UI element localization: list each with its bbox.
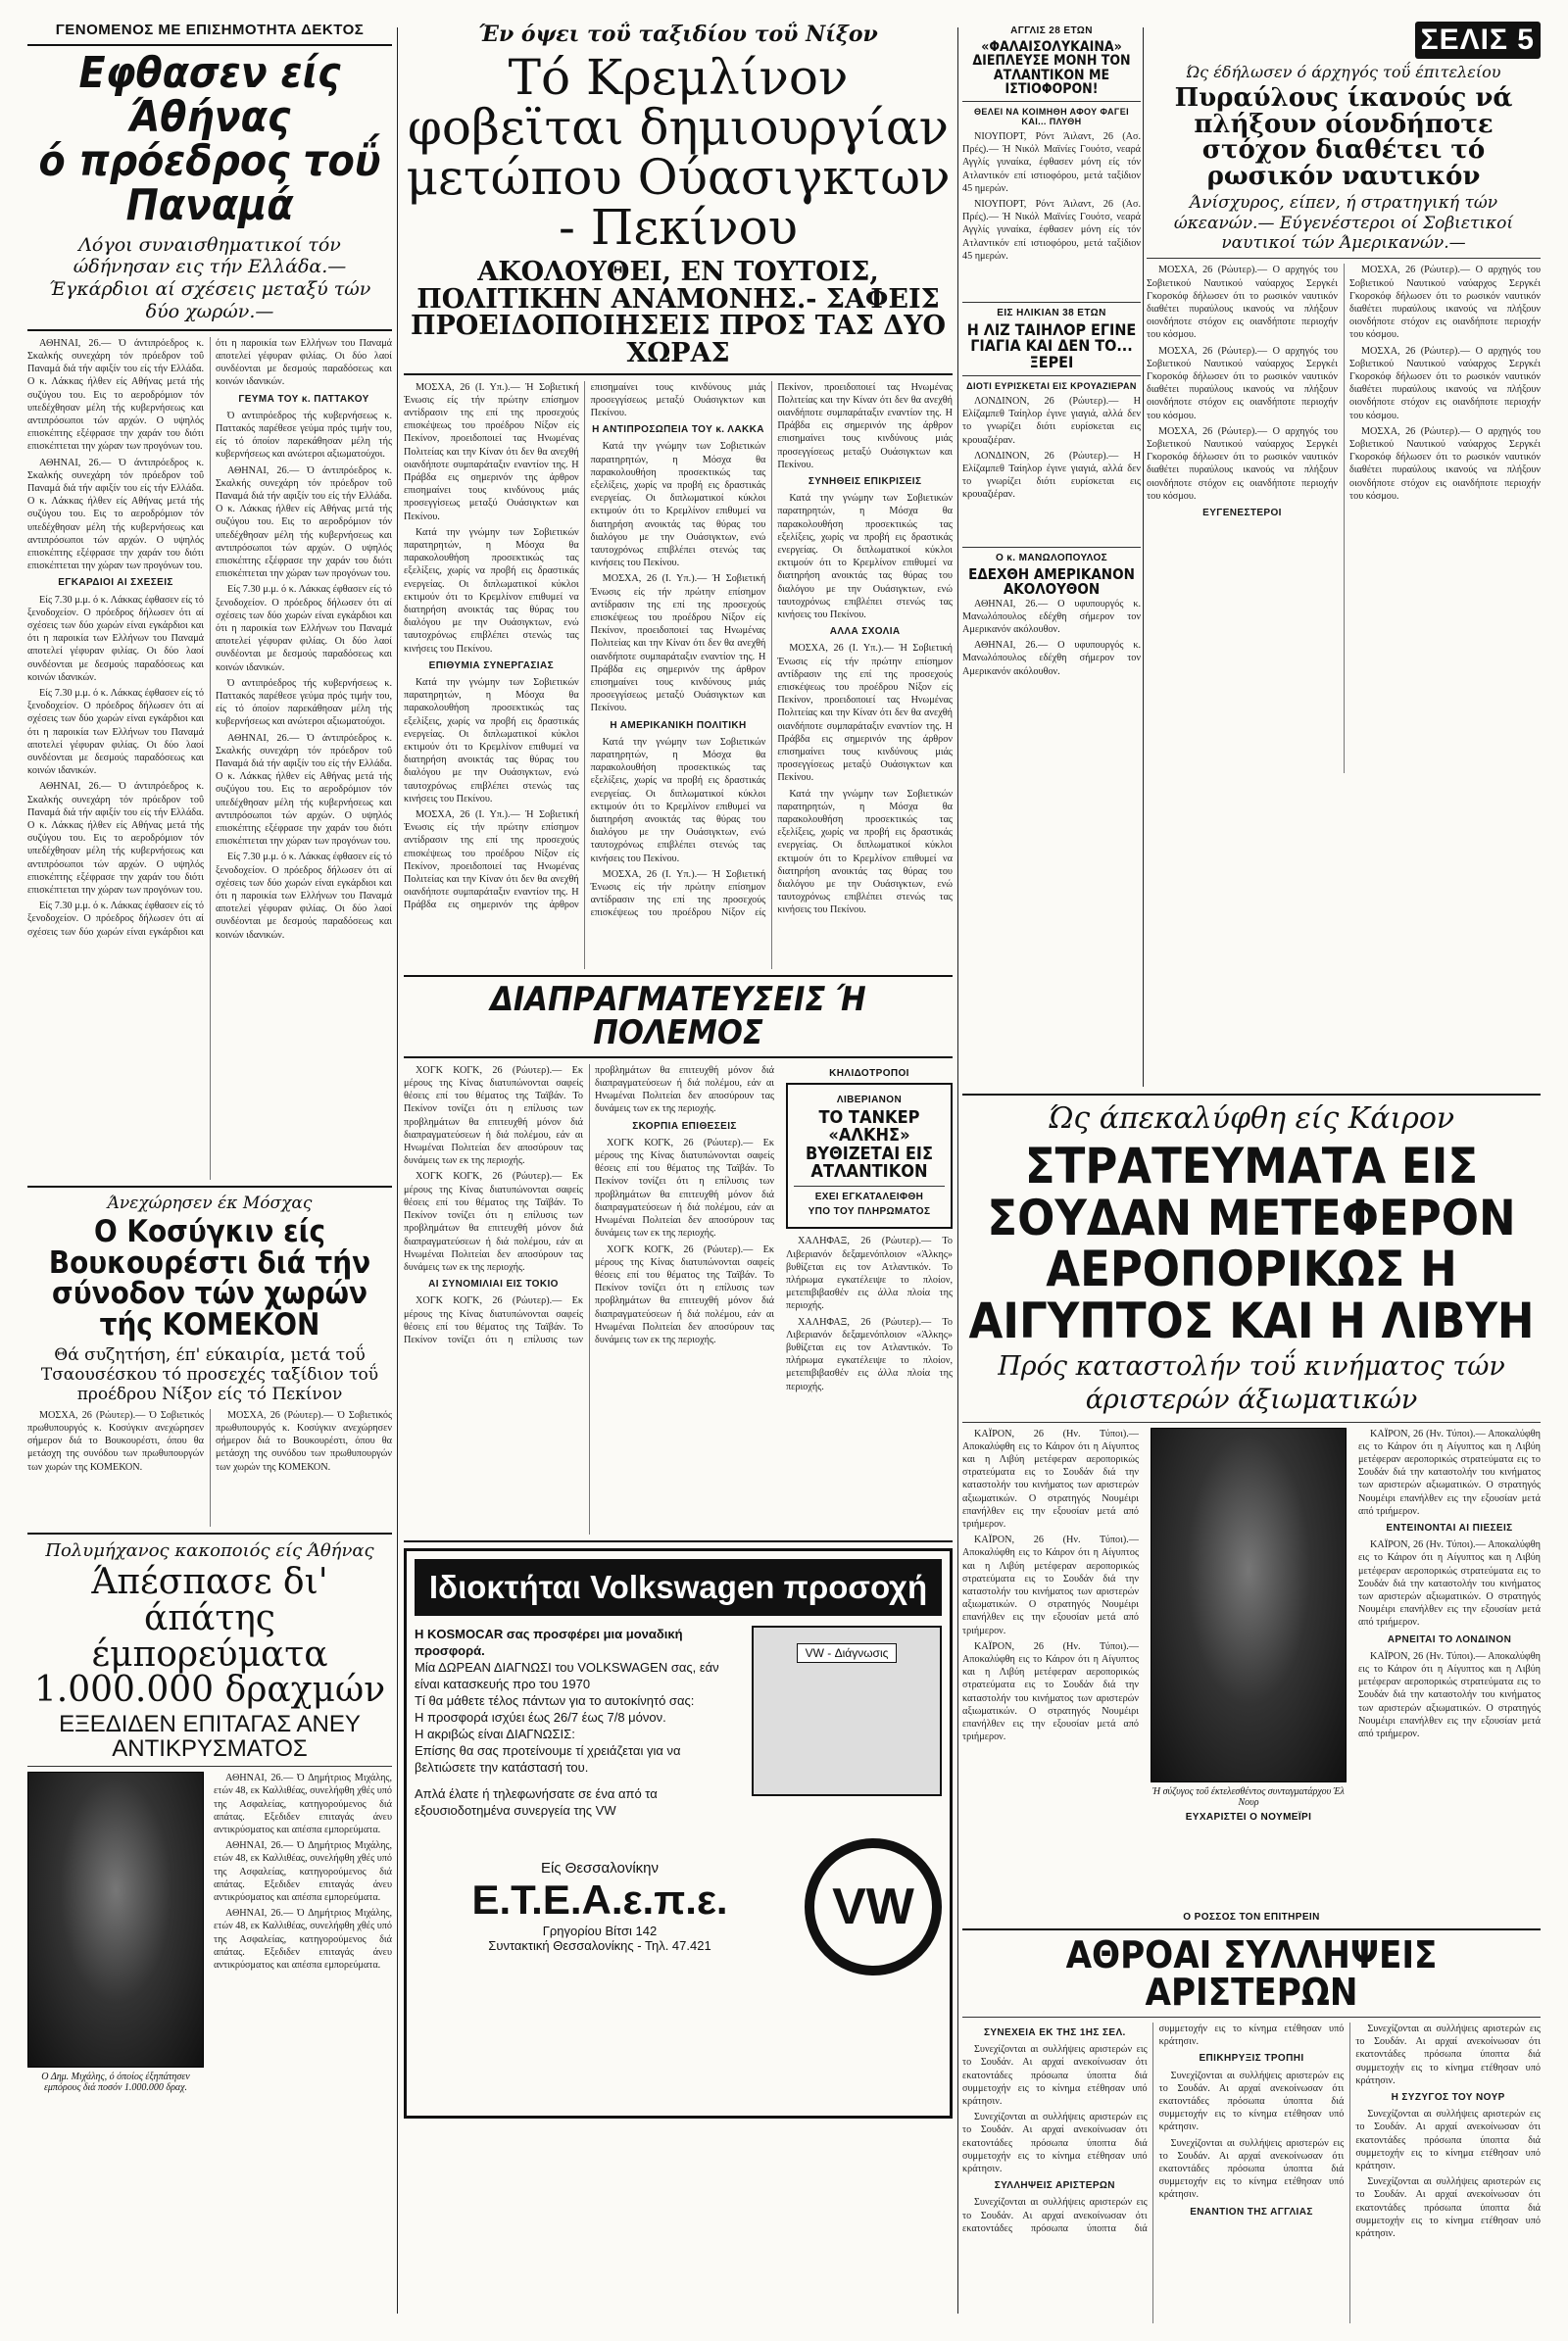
article-body: ΧΟΓΚ ΚΟΓΚ, 26 (Ρώυτερ).— Εκ μέρους της Κίνας διατυπώνονται σαφείς θέσεις επί του θέματος της Ταϊβάν. Το Πεκίνον τονίζει ότι η επίλυσις των προβλημάτων θα επιτευχθή μόνον διά διαπραγματεύσεων ή διά πολέμου, εάν αι Ηνωμέναι Πολιτείαι δεν αποσύρουν τας δυνάμεις των εκ της περιοχής. ΧΟΓΚ ΚΟΓΚ, 26 (Ρώυτερ).— Εκ μέρους της Κίνας διατυπώνονται σαφείς θέσεις επί του θέματος της Ταϊβάν. Το Πεκίνον τονίζει ότι η επίλυσις των προβλημάτων θα επιτευχθή μόνον διά διαπραγματεύσεων ή διά πολέμου, εάν αι Ηνωμέναι Πολιτείαι δεν αποσύρουν τας δυνάμεις των εκ της περιοχής. ΑΙ ΣΥΝΟΜΙΛΙΑΙ ΕΙΣ ΤΟΚΙΟ ΧΟΓΚ ΚΟΓΚ, 26 (Ρώυτερ).— Εκ μέρους της Κίνας διατυπώνονται σαφείς θέσεις επί του θέματος της Ταϊβάν. Το Πεκίνον τονίζει ότι η επίλυσις των προβλημάτων θα επιτευχθή μόνον διά διαπραγματεύσεων ή διά πολέμου, εάν αι Ηνωμέναι Πολιτείαι δεν αποσύρουν τας δυνάμεις των εκ της περιοχής. ΣΚΟΡΠΙΑ ΕΠΙΘΕΣΕΙΣ ΧΟΓΚ ΚΟΓΚ, 26 (Ρώυτερ).— Εκ μέρους της Κίνας διατυπώνονται σαφείς θέσεις επί του θέματος της Ταϊβάν. Το Πεκίνον τονίζει ότι η επίλυσις των προβλημάτων θα επιτευχθή μόνον διά διαπραγματεύσεων ή διά πολέμου, εάν αι Ηνωμέναι Πολιτείαι δεν αποσύρουν τας δυνάμεις των εκ της περιοχής. ΧΟΓΚ ΚΟΓΚ, 26 (Ρώυτερ).— Εκ μέρους της Κίνας διατυπώνονται σαφείς θέσεις επί του θέματος της Ταϊβάν. Το Πεκίνον τονίζει ότι η επίλυσις των προβλημάτων θα επιτευχθή μόνον διά διαπραγματεύσεων ή διά πολέμου, εάν αι Ηνωμέναι Πολιτείαι δεν αποσύρουν τας δυνάμεις των εκ της περιοχής. [404, 1064, 774, 1345]
headline: Η ΛΙΖ ΤΑΙΗΛΟΡ ΕΓΙΝΕ ΓΙΑΓΙΑ ΚΑΙ ΔΕΝ ΤΟ... ΞΕΡΕΙ [966, 320, 1137, 371]
subheadline: Πρός καταστολήν τοΰ κινήματος τών άριστερών άξιωματικών [998, 1351, 1505, 1415]
kicker: ΕΙΣ ΗΛΙΚΙΑΝ 38 ΕΤΩΝ [997, 308, 1106, 319]
article-body: ΑΘΗΝΑΙ, 26.— Ο υφυπουργός κ. Μανωλόπουλος εδέχθη σήμερον τον Αμερικανόν ακόλουθον. ΑΘΗΝΑΙ, 26.— Ο υφυπουργός κ. Μανωλόπουλος εδέχθη σήμερον τον Αμερικανόν ακόλουθον. [962, 598, 1141, 677]
subheadline: ΔΙΟΤΙ ΕΥΡΙΣΚΕΤΑΙ ΕΙΣ ΚΡΟΥΑΖΙΕΡΑΝ [966, 381, 1137, 391]
headline: Πυραύλους ίκανούς νά πλήξουν οίονδήποτε στόχον διαθέτει τό ρωσικόν ναυτικόν [1174, 83, 1513, 191]
headline: Εφθασεν είς Άθήνας [78, 48, 341, 142]
article-body: ΑΘΗΝΑΙ, 26.— Ό Δημήτριος Μιχάλης, ετών 48, εκ Καλλιθέας, συνελήφθη χθές υπό της Ασφαλείας, κατηγορούμενος διά απάτας. Εξεδιδεν επιταγάς άνευ αντικρύσματος και απέσπα εμπορεύματα. ΑΘΗΝΑΙ, 26.— Ό Δημήτριος Μιχάλης, ετών 48, εκ Καλλιθέας, συνελήφθη χθές υπό της Ασφαλείας, κατηγορούμενος διά απάτας. Εξεδιδεν επιταγάς άνευ αντικρύσματος και απέσπα εμπορεύματα. ΑΘΗΝΑΙ, 26.— Ό Δημήτριος Μιχάλης, ετών 48, εκ Καλλιθέας, συνελήφθη χθές υπό της Ασφαλείας, κατηγορούμενος διά απάτας. Εξεδιδεν επιταγάς άνευ αντικρύσματος και απέσπα εμπορεύματα. [214, 1773, 392, 1971]
headline: Άπέσπασε δι' άπάτης έμπορεύματα 1.000.000 δραχμών [33, 1562, 386, 1711]
headline: ΤΟ ΤΑΝΚΕΡ «ΑΛΚΗΣ» ΒΥΘΙΖΕΤΑΙ ΕΙΣ ΑΤΛΑΝΤΙΚΟΝ [805, 1106, 934, 1182]
headline: ό πρόεδρος τοΰ Παναμά [38, 135, 381, 230]
page-label: ΣΕΛΙΣ 5 [1415, 22, 1541, 59]
subheadline: Θά συζητήση, έπ' εύκαιρία, μετά τοΰ Τσαουσέσκου τό προσεχές ταξίδιον τοΰ προέδρου Νίξον είς τό Πεκίνον [40, 1344, 379, 1405]
headline: «ΦΑΛΑΙΣΟΛΥΚΑΙΝΑ» ΔΙΕΠΛΕΥΣΕ ΜΟΝΗ ΤΟΝ ΑΤΛΑΝΤΙΚΟΝ ΜΕ ΙΣΤΙΟΦΟΡΟΝ! [972, 39, 1131, 97]
ad-copy: Η KOSMOCAR σας προσφέρει μια μοναδική προσφορά. Μία ΔΩΡΕΑΝ ΔΙΑΓΝΩΣΙ του VOLKSWAGEN σας, εάν είναι κατασκευής προ του 1970 Τί θα μάθετε τέλος πάντων για το αυτοκίνητό σας: Η προσφορά ισχύει έως 26/7 έως 7/8 μόνον. Η ακριβώς είναι ΔΙΑΓΝΩΣΙΣ: Επίσης θα σας προτείνουμε τί χρειάζεται για να βελτιώσετε την κατάστασή του. Απλά έλατε ή τηλεφωνήσατε σε ένα από τα εξουσιοδοτημένα συνεργεία της VW [415, 1626, 719, 1818]
article-body: ΛΟΝΔΙΝΟΝ, 26 (Ρώυτερ).— Η Ελίζαμπεθ Ταίηλορ έγινε γιαγιά, αλλά δεν το γνωρίζει διότι ευρίσκεται εις κρουαζιέραν. ΛΟΝΔΙΝΟΝ, 26 (Ρώυτερ).— Η Ελίζαμπεθ Ταίηλορ έγινε γιαγιά, αλλά δεν το γνωρίζει διότι ευρίσκεται εις κρουαζιέραν. [962, 396, 1141, 501]
sudan-story: Ώς άπεκαλύφθη είς Κάιρον ΣΤΡΑΤΕΥΜΑΤΑ ΕΙΣ ΣΟΥΔΑΝ ΜΕΤΕΦΕΡΟΝ ΑΕΡΟΠΟΡΙΚΩΣ Η ΑΙΓΥΠΤΟΣ ΚΑΙ Η ΛΙΒΥΗ Πρός καταστολήν τοΰ κινήματος τών άριστερών άξιωματικών ΚΑΪΡΟΝ, 26 (Ην. Τύποι).— Αποκαλύφθη εις το Κάιρον ότι η Αίγυπτος και η Λιβύη μετέφεραν αεροπορικώς στρατεύματα εις το Σουδάν διά την καταστολήν του κινήματος των αριστερών αξιωματικών. Ο στρατηγός Νουμέιρι επανήλθεν εις την εξουσίαν μετά από τριήμερον. ΚΑΪΡΟΝ, 26 (Ην. Τύποι).— Αποκαλύφθη εις το Κάιρον ότι η Αίγυπτος και η Λιβύη μετέφεραν αεροπορικώς στρατεύματα εις το Σουδάν διά την καταστολήν του κινήματος των αριστερών αξιωματικών. Ο στρατηγός Νουμέιρι επανήλθεν εις την εξουσίαν μετά από τριήμερον. ΚΑΪΡΟΝ, 26 (Ην. Τύποι).— Αποκαλύφθη εις το Κάιρον ότι η Αίγυπτος και η Λιβύη μετέφεραν αεροπορικώς στρατεύματα εις το Σουδάν διά την καταστολήν του κινήματος των αριστερών αξιωματικών. Ο στρατηγός Νουμέιρι επανήλθεν εις την εξουσίαν μετά από τριήμερον. Ή σύζυγος τοΰ έκτελεσθέντος συνταγματάρχου Έλ Νουρ ΕΥΧΑΡΙΣΤΕΙ Ο ΝΟΥΜΕΪΡΙ ΚΑΪΡΟΝ, 26 (Ην. Τύποι).— Αποκαλύφθη εις το Κάιρον ότι η Αίγυπτος και η Λιβύη μετέφεραν αεροπορικώς στρατεύματα εις το Σουδάν διά την καταστολήν του κινήματος των αριστερών αξιωματικών. Ο στρατηγός Νουμέιρι επανήλθεν εις την εξουσίαν μετά από τριήμερον. ΕΝΤΕΙΝΟΝΤΑΙ ΑΙ ΠΙΕΣΕΙΣ ΚΑΪΡΟΝ, 26 (Ην. Τύποι).— Αποκαλύφθη εις το Κάιρον ότι η Αίγυπτος και η Λιβύη μετέφεραν αεροπορικώς στρατεύματα εις το Σουδάν διά την καταστολήν του κινήματος των αριστερών αξιωματικών. Ο στρατηγός Νουμέιρι επανήλθεν εις την εξουσίαν μετά από τριήμερον. ΑΡΝΕΙΤΑΙ ΤΟ ΛΟΝΔΙΝΟΝ ΚΑΪΡΟΝ, 26 (Ην. Τύποι).— Αποκαλύφθη εις το Κάιρον ότι η Αίγυπτος και η Λιβύη μετέφεραν αεροπορικώς στρατεύματα εις το Σουδάν διά την καταστολήν του κινήματος των αριστερών αξιωματικών. Ο στρατηγός Νουμέιρι επανήλθεν εις την εξουσίαν μετά από τριήμερον. Ο ΡΟΣΣΟΣ ΤΟΝ ΕΠΙΤΗΡΕΙΝ ΑΘΡΟΑΙ ΣΥΛΛΗΨΕΙΣ ΑΡΙΣΤΕΡΩΝ ΣΥΝΕΧΕΙΑ ΕΚ ΤΗΣ 1ΗΣ ΣΕΛ. Συνεχίζονται αι συλλήψεις αριστερών εις το Σουδάν. Αι αρχαί ανεκοίνωσαν ότι εκατοντάδες πρόσωπα ύποπτα διά συμμετοχήν εις το κίνημα ετέθησαν υπό κράτησιν. Συνεχίζονται αι συλλήψεις αριστερών εις το Σουδάν. Αι αρχαί ανεκοίνωσαν ότι εκατοντάδες πρόσωπα ύποπτα διά συμμετοχήν εις το κίνημα ετέθησαν υπό κράτησιν. ΣΥΛΛΗΨΕΙΣ ΑΡΙΣΤΕΡΩΝ Συνεχίζονται αι συλλήψεις αριστερών εις το Σουδάν. Αι αρχαί ανεκοίνωσαν ότι εκατοντάδες πρόσωπα ύποπτα διά συμμετοχήν εις το κίνημα ετέθησαν υπό κράτησιν. ΕΠΙΚΗΡΥΞΙΣ ΤΡΟΠΗΙ Συνεχίζονται αι συλλήψεις αριστερών εις το Σουδάν. Αι αρχαί ανεκοίνωσαν ότι εκατοντάδες πρόσωπα ύποπτα διά συμμετοχήν εις το κίνημα ετέθησαν υπό κράτησιν. Συνεχίζονται αι συλλήψεις αριστερών εις το Σουδάν. Αι αρχαί ανεκοίνωσαν ότι εκατοντάδες πρόσωπα ύποπτα διά συμμετοχήν εις το κίνημα ετέθησαν υπό κράτησιν. ΕΝΑΝΤΙΟΝ ΤΗΣ ΑΓΓΛΙΑΣ Συνεχίζονται αι συλλήψεις αριστερών εις το Σουδάν. Αι αρχαί ανεκοίνωσαν ότι εκατοντάδες πρόσωπα ύποπτα διά συμμετοχήν εις το κίνημα ετέθησαν υπό κράτησιν. Η ΣΥΖΥΓΟΣ ΤΟΥ ΝΟΥΡ Συνεχίζονται αι συλλήψεις αριστερών εις το Σουδάν. Αι αρχαί ανεκοίνωσαν ότι εκατοντάδες πρόσωπα ύποπτα διά συμμετοχήν εις το κίνημα ετέθησαν υπό κράτησιν. Συνεχίζονται αι συλλήψεις αριστερών εις το Σουδάν. Αι αρχαί ανεκοίνωσαν ότι εκατοντάδες πρόσωπα ύποπτα διά συμμετοχήν εις το κίνημα ετέθησαν υπό κράτησιν. [962, 1088, 1541, 2323]
article-body: ΚΑΪΡΟΝ, 26 (Ην. Τύποι).— Αποκαλύφθη εις το Κάιρον ότι η Αίγυπτος και η Λιβύη μετέφεραν αεροπορικώς στρατεύματα εις το Σουδάν διά την καταστολήν του κινήματος των αριστερών αξιωματικών. Ο στρατηγός Νουμέιρι επανήλθεν εις την εξουσίαν μετά από τριήμερον. ΕΝΤΕΙΝΟΝΤΑΙ ΑΙ ΠΙΕΣΕΙΣ ΚΑΪΡΟΝ, 26 (Ην. Τύποι).— Αποκαλύφθη εις το Κάιρον ότι η Αίγυπτος και η Λιβύη μετέφεραν αεροπορικώς στρατεύματα εις το Σουδάν διά την καταστολήν του κινήματος των αριστερών αξιωματικών. Ο στρατηγός Νουμέιρι επανήλθεν εις την εξουσίαν μετά από τριήμερον. ΑΡΝΕΙΤΑΙ ΤΟ ΛΟΝΔΙΝΟΝ ΚΑΪΡΟΝ, 26 (Ην. Τύποι).— Αποκαλύφθη εις το Κάιρον ότι η Αίγυπτος και η Λιβύη μετέφεραν αεροπορικώς στρατεύματα εις το Σουδάν διά την καταστολήν του κινήματος των αριστερών αξιωματικών. Ο στρατηγός Νουμέιρι επανήλθεν εις την εξουσίαν μετά από τριήμερον. [1358, 1428, 1541, 1739]
photo-caption: Ή σύζυγος τοΰ έκτελεσθέντος συνταγματάρχου Έλ Νουρ [1152, 1785, 1345, 1808]
article-body: ΜΟΣΧΑ, 26 (Ρώυτερ).— Ό Σοβιετικός πρωθυπουργός κ. Κοσύγκιν ανεχώρησεν σήμερον διά το Βουκουρέστι, όπου θα μετάσχη της συνόδου των πρωθυπουργών των χωρών της ΚΟΜΕΚΟΝ. ΜΟΣΧΑ, 26 (Ρώυτερ).— Ό Σοβιετικός πρωθυπουργός κ. Κοσύγκιν ανεχώρησεν σήμερον διά το Βουκουρέστι, όπου θα μετάσχη της συνόδου των πρωθυπουργών των χωρών της ΚΟΜΕΚΟΝ. [27, 1409, 392, 1473]
headline: ΕΞΕΔΙΔΕΝ ΕΠΙΤΑΓΑΣ ΑΝΕΥ ΑΝΤΙΚΡΥΣΜΑΤΟΣ [59, 1711, 361, 1762]
photo-block: Ή σύζυγος τοΰ έκτελεσθέντος συνταγματάρχου Έλ Νουρ ΕΥΧΑΡΙΣΤΕΙ Ο ΝΟΥΜΕΪΡΙ [1151, 1428, 1347, 1908]
photo-suspect [27, 1772, 204, 2068]
kicker: ΑΓΓΛΙΣ 28 ΕΤΩΝ [1010, 25, 1093, 36]
kicker: Ώς έδήλωσεν ό άρχηγός τοΰ έπιτελείου [1186, 63, 1501, 81]
column-rule [397, 27, 398, 2314]
vw-advertisement [404, 1548, 953, 2119]
headline: ΕΔΕΧΘΗ ΑΜΕΡΙΚΑΝΟΝ ΑΚΟΛΟΥΘΟΝ [968, 565, 1135, 599]
headline: Ο Κοσύγκιν είς Βουκουρέστι διά τήν σύνοδον τών χωρών τής ΚΟΜΕΚΟΝ [48, 1214, 371, 1342]
ad-banner: Ιδιοκτήται Volkswagen προσοχή [415, 1559, 942, 1616]
kicker: Έν όψει τοΰ ταξιδίου τοΰ Νίξον [478, 22, 878, 47]
article-body: ΚΑΪΡΟΝ, 26 (Ην. Τύποι).— Αποκαλύφθη εις το Κάιρον ότι η Αίγυπτος και η Λιβύη μετέφεραν αεροπορικώς στρατεύματα εις το Σουδάν διά την καταστολήν του κινήματος των αριστερών αξιωματικών. Ο στρατηγός Νουμέιρι επανήλθεν εις την εξουσίαν μετά από τριήμερον. ΚΑΪΡΟΝ, 26 (Ην. Τύποι).— Αποκαλύφθη εις το Κάιρον ότι η Αίγυπτος και η Λιβύη μετέφεραν αεροπορικώς στρατεύματα εις το Σουδάν διά την καταστολήν του κινήματος των αριστερών αξιωματικών. Ο στρατηγός Νουμέιρι επανήλθεν εις την εξουσίαν μετά από τριήμερον. ΚΑΪΡΟΝ, 26 (Ην. Τύποι).— Αποκαλύφθη εις το Κάιρον ότι η Αίγυπτος και η Λιβύη μετέφεραν αεροπορικώς στρατεύματα εις το Σουδάν διά την καταστολήν του κινήματος των αριστερών αξιωματικών. Ο στρατηγός Νουμέιρι επανήλθεν εις την εξουσίαν μετά από τριήμερον. [962, 1428, 1139, 1743]
subheadline: ΘΕΛΕΙ ΝΑ ΚΟΙΜΗΘΗ ΑΦΟΥ ΦΑΓΕΙ ΚΑΙ... ΠΛΥΘΗ [973, 107, 1130, 127]
column-kremlin [404, 22, 953, 2323]
article-body: ΑΘΗΝΑΙ, 26.— Ό άντιπρόεδρος κ. Σκαλκής συνεχάρη τόν πρόεδρον τοΰ Παναμά διά τήν αφιξίν του είς τήν Ελλάδα. Ο κ. Λάκκας ήλθεν είς Αθήνας μετά τής συζύγου του. Εις το αεροδρόμιον τόν υπεδέχθησαν μέλη τής κυβερνήσεως και αντιπρόσωποι τών αρχών. Ο υψηλός επισκέπτης εξέφρασε την χαράν του διότι επισκέπτεται την χώραν των προγόνων του. ΑΘΗΝΑΙ, 26.— Ό άντιπρόεδρος κ. Σκαλκής συνεχάρη τόν πρόεδρον τοΰ Παναμά διά τήν αφιξίν του είς τήν Ελλάδα. Ο κ. Λάκκας ήλθεν είς Αθήνας μετά τής συζύγου του. Εις το αεροδρόμιον τόν υπεδέχθησαν μέλη τής κυβερνήσεως και αντιπρόσωποι τών αρχών. Ο υψηλός επισκέπτης εξέφρασε την χαράν του διότι επισκέπτεται την χώραν των προγόνων του. ΕΓΚΑΡΔΙΟΙ ΑΙ ΣΧΕΣΕΙΣ Είς 7.30 μ.μ. ό κ. Λάκκας έφθασεν είς τό ξενοδοχείον. Ο πρόεδρος δήλωσεν ότι αί σχέσεις των δύο χωρών είναι εγκάρδιοι και ότι η παροικία των Ελλήνων του Παναμά αποτελεί γέφυραν φιλίας. Οι δύο λαοί συνδέονται με δεσμούς παραδόσεως και κοινών ιδανικών. Είς 7.30 μ.μ. ό κ. Λάκκας έφθασεν είς τό ξενοδοχείον. Ο πρόεδρος δήλωσεν ότι αί σχέσεις των δύο χωρών είναι εγκάρδιοι και ότι η παροικία των Ελλήνων του Παναμά αποτελεί γέφυραν φιλίας. Οι δύο λαοί συνδέονται με δεσμούς παραδόσεως και κοινών ιδανικών. ΑΘΗΝΑΙ, 26.— Ό άντιπρόεδρος κ. Σκαλκής συνεχάρη τόν πρόεδρον τοΰ Παναμά διά τήν αφιξίν του είς τήν Ελλάδα. Ο κ. Λάκκας ήλθεν είς Αθήνας μετά τής συζύγου του. Εις το αεροδρόμιον τόν υπεδέχθησαν μέλη τής κυβερνήσεως και αντιπρόσωποι τών αρχών. Ο υψηλός επισκέπτης εξέφρασε την χαράν του διότι επισκέπτεται την χώραν των προγόνων του. Είς 7.30 μ.μ. ό κ. Λάκκας έφθασεν είς τό ξενοδοχείον. Ο πρόεδρος δήλωσεν ότι αί σχέσεις των δύο χωρών είναι εγκάρδιοι και ότι η παροικία των Ελλήνων του Παναμά αποτελεί γέφυραν φιλίας. Οι δύο λαοί συνδέονται με δεσμούς παραδόσεως και κοινών ιδανικών. ΓΕΥΜΑ ΤΟΥ κ. ΠΑΤΤΑΚΟΥ Ό αντιπρόεδρος τής κυβερνήσεως κ. Παττακός παρέθεσε γεύμα πρός τιμήν του, είς τό όποίον παρεκάθησαν μέλη τής κυβερνήσεως και ανώτεροι αξιωματούχοι. ΑΘΗΝΑΙ, 26.— Ό άντιπρόεδρος κ. Σκαλκής συνεχάρη τόν πρόεδρον τοΰ Παναμά διά τήν αφιξίν του είς τήν Ελλάδα. Ο κ. Λάκκας ήλθεν είς Αθήνας μετά τής συζύγου του. Εις το αεροδρόμιον τόν υπεδέχθησαν μέλη τής κυβερνήσεως και αντιπρόσωποι τών αρχών. Ο υψηλός επισκέπτης εξέφρασε την χαράν του διότι επισκέπτεται την χώραν των προγόνων του. Είς 7.30 μ.μ. ό κ. Λάκκας έφθασεν είς τό ξενοδοχείον. Ο πρόεδρος δήλωσεν ότι αί σχέσεις των δύο χωρών είναι εγκάρδιοι και ότι η παροικία των Ελλήνων του Παναμά αποτελεί γέφυραν φιλίας. Οι δύο λαοί συνδέονται με δεσμούς παραδόσεως και κοινών ιδανικών. Ό αντιπρόεδρος τής κυβερνήσεως κ. Παττακός παρέθεσε γεύμα πρός τιμήν του, είς τό όποίον παρεκάθησαν μέλη τής κυβερνήσεως και ανώτεροι αξιωματούχοι. ΑΘΗΝΑΙ, 26.— Ό άντιπρόεδρος κ. Σκαλκής συνεχάρη τόν πρόεδρον τοΰ Παναμά διά τήν αφιξίν του είς τήν Ελλάδα. Ο κ. Λάκκας ήλθεν είς Αθήνας μετά τής συζύγου του. Εις το αεροδρόμιον τόν υπεδέχθησαν μέλη τής κυβερνήσεως και αντιπρόσωποι τών αρχών. Ο υψηλός επισκέπτης εξέφρασε την χαράν του διότι επισκέπτεται την χώραν των προγόνων του. Είς 7.30 μ.μ. ό κ. Λάκκας έφθασεν είς τό ξενοδοχείον. Ο πρόεδρος δήλωσεν ότι αί σχέσεις των δύο χωρών είναι εγκάρδιοι και ότι η παροικία των Ελλήνων του Παναμά αποτελεί γέφυραν φιλίας. Οι δύο λαοί συνδέονται με δεσμούς παραδόσεως και κοινών ιδανικών. [27, 337, 392, 941]
column-rule [957, 27, 958, 2314]
ad-illustration [752, 1626, 942, 1796]
article-body: ΜΟΣΧΑ, 26 (Ι. Υπ.).— Ή Σοβιετική Ένωσις είς τήν πρώτην επίσημον αντίδρασιν της επί της προσεχούς επισκέψεως του προέδρου Νίξον είς Πεκίνον, προειδοποιεί τας Ηνωμένας Πολιτείας και την Κίναν ότι δεν θα ανεχθή οιανδήποτε συμπαράταξιν εναντίον της. Η Πράβδα εις σημερινόν της άρθρον επισημαίνει τους κινδύνους μιάς προσεγγίσεως μεταξύ Ουάσιγκτων και Πεκίνου. Κατά την γνώμην των Σοβιετικών παρατηρητών, η Μόσχα θα παρακολουθήση προσεκτικώς τας εξελίξεις, χωρίς να προβή εις δραστικάς ενεργείας. Οι διπλωματικοί κύκλοι εκτιμούν ότι το Κρεμλίνον επιθυμεί να διατηρήση ανοικτάς τας θύρας του διαλόγου με την Ουάσιγκτων, ενώ ταυτοχρόνως επιβλέπει στενώς τας κινήσεις του Πεκίνου. ΕΠΙΘΥΜΙΑ ΣΥΝΕΡΓΑΣΙΑΣ Κατά την γνώμην των Σοβιετικών παρατηρητών, η Μόσχα θα παρακολουθήση προσεκτικώς τας εξελίξεις, χωρίς να προβή εις δραστικάς ενεργείας. Οι διπλωματικοί κύκλοι εκτιμούν ότι το Κρεμλίνον επιθυμεί να διατηρήση ανοικτάς τας θύρας του διαλόγου με την Ουάσιγκτων, ενώ ταυτοχρόνως επιβλέπει στενώς τας κινήσεις του Πεκίνου. ΜΟΣΧΑ, 26 (Ι. Υπ.).— Ή Σοβιετική Ένωσις είς τήν πρώτην επίσημον αντίδρασιν της επί της προσεχούς επισκέψεως του προέδρου Νίξον είς Πεκίνον, προειδοποιεί τας Ηνωμένας Πολιτείας και την Κίναν ότι δεν θα ανεχθή οιανδήποτε συμπαράταξιν εναντίον της. Η Πράβδα εις σημερινόν της άρθρον επισημαίνει τους κινδύνους μιάς προσεγγίσεως μεταξύ Ουάσιγκτων και Πεκίνου. Η ΑΝΤΙΠΡΟΣΩΠΕΙΑ ΤΟΥ κ. ΛΑΚΚΑ Κατά την γνώμην των Σοβιετικών παρατηρητών, η Μόσχα θα παρακολουθήση προσεκτικώς τας εξελίξεις, χωρίς να προβή εις δραστικάς ενεργείας. Οι διπλωματικοί κύκλοι εκτιμούν ότι το Κρεμλίνον επιθυμεί να διατηρήση ανοικτάς τας θύρας του διαλόγου με την Ουάσιγκτων, ενώ ταυτοχρόνως επιβλέπει στενώς τας κινήσεις του Πεκίνου. ΜΟΣΧΑ, 26 (Ι. Υπ.).— Ή Σοβιετική Ένωσις είς τήν πρώτην επίσημον αντίδρασιν της επί της προσεχούς επισκέψεως του προέδρου Νίξον είς Πεκίνον, προειδοποιεί τας Ηνωμένας Πολιτείας και την Κίναν ότι δεν θα ανεχθή οιανδήποτε συμπαράταξιν εναντίον της. Η Πράβδα εις σημερινόν της άρθρον επισημαίνει τους κινδύνους μιάς προσεγγίσεως μεταξύ Ουάσιγκτων και Πεκίνου. Η ΑΜΕΡΙΚΑΝΙΚΗ ΠΟΛΙΤΙΚΗ Κατά την γνώμην των Σοβιετικών παρατηρητών, η Μόσχα θα παρακολουθήση προσεκτικώς τας εξελίξεις, χωρίς να προβή εις δραστικάς ενεργείας. Οι διπλωματικοί κύκλοι εκτιμούν ότι το Κρεμλίνον επιθυμεί να διατηρήση ανοικτάς τας θύρας του διαλόγου με την Ουάσιγκτων, ενώ ταυτοχρόνως επιβλέπει στενώς τας κινήσεις του Πεκίνου. ΜΟΣΧΑ, 26 (Ι. Υπ.).— Ή Σοβιετική Ένωσις είς τήν πρώτην επίσημον αντίδρασιν της επί της προσεχούς επισκέψεως του προέδρου Νίξον είς Πεκίνον, προειδοποιεί τας Ηνωμένας Πολιτείας και την Κίναν ότι δεν θα ανεχθή οιανδήποτε συμπαράταξιν εναντίον της. Η Πράβδα εις σημερινόν της άρθρον επισημαίνει τους κινδύνους μιάς προσεγγίσεως μεταξύ Ουάσιγκτων και Πεκίνου. ΣΥΝΗΘΕΙΣ ΕΠΙΚΡΙΣΕΙΣ Κατά την γνώμην των Σοβιετικών παρατηρητών, η Μόσχα θα παρακολουθήση προσεκτικώς τας εξελίξεις, χωρίς να προβή εις δραστικάς ενεργείας. Οι διπλωματικοί κύκλοι εκτιμούν ότι το Κρεμλίνον επιθυμεί να διατηρήση ανοικτάς τας θύρας του διαλόγου με την Ουάσιγκτων, ενώ ταυτοχρόνως επιβλέπει στενώς τας κινήσεις του Πεκίνου. ΑΛΛΑ ΣΧΟΛΙΑ ΜΟΣΧΑ, 26 (Ι. Υπ.).— Ή Σοβιετική Ένωσις είς τήν πρώτην επίσημον αντίδρασιν της επί της προσεχούς επισκέψεως του προέδρου Νίξον είς Πεκίνον, προειδοποιεί τας Ηνωμένας Πολιτείας και την Κίναν ότι δεν θα ανεχθή οιανδήποτε συμπαράταξιν εναντίον της. Η Πράβδα εις σημερινόν της άρθρον επισημαίνει τους κινδύνους μιάς προσεγγίσεως μεταξύ Ουάσιγκτων και Πεκίνου. Κατά την γνώμην των Σοβιετικών παρατηρητών, η Μόσχα θα παρακολουθήση προσεκτικώς τας εξελίξεις, χωρίς να προβή εις δραστικάς ενεργείας. Οι διπλωματικοί κύκλοι εκτιμούν ότι το Κρεμλίνον επιθυμεί να διατηρήση ανοικτάς τας θύρας του διαλόγου με την Ουάσιγκτων, ενώ ταυτοχρόνως επιβλέπει στενώς τας κινήσεις του Πεκίνου. [404, 381, 953, 919]
article-body: ΝΙΟΥΠΟΡΤ, Ρόντ Άιλαντ, 26 (Ασ. Πρές).— Ή Νικόλ Μαϊνίες Γουότσ, νεαρά Αγγλίς γυναίκα, έφθασεν μόνη είς τόν Ατλαντικόν επί ιστιοφόρου, μετά ταξίδιον 45 ημερών. ΝΙΟΥΠΟΡΤ, Ρόντ Άιλαντ, 26 (Ασ. Πρές).— Ή Νικόλ Μαϊνίες Γουότσ, νεαρά Αγγλίς γυναίκα, έφθασεν μόνη είς τόν Ατλαντικόν επί ιστιοφόρου, μετά ταξίδιον 45 ημερών. [962, 131, 1141, 262]
headline: Τό Κρεμλίνον φοβεϊται δημιουργίαν μετώπου Ούασιγκτων - Πεκίνου [406, 49, 951, 257]
subheadline: ΑΚΟΛΟΥΘΕΙ, ΕΝ ΤΟΥΤΟΙΣ, ΠΟΛΙΤΙΚΗΝ ΑΝΑΜΟΝΗΣ.- ΣΑΦΕΙΣ ΠΡΟΕΙΔΟΠΟΙΗΣΕΙΣ ΠΡΟΣ ΤΑΣ ΔΥΟ ΧΩΡΑΣ [410, 257, 947, 368]
subheadline: Λόγοι συναισθηματικοί τόν ώδήνησαν εις τήν Ελλάδα.— Έγκάρδιοι αί σχέσεις μεταξύ τών δύο χωρών.— [48, 233, 371, 322]
dealer-block: Είς Θεσσαλονίκην Ε.Τ.Ε.Α.ε.π.ε. Γρηγορίου Βίτσι 142 Συντακτική Θεσσαλονίκης - Τηλ. 47.421 [415, 1860, 785, 1953]
column-rule [1143, 27, 1144, 1087]
kicker: Ο κ. ΜΑΝΩΛΟΠΟΥΛΟΣ [995, 553, 1108, 563]
subheadline: Άνίσχυρος, είπεν, ή στρατηγική τών ώκεανών.— Εύγενέστεροι οί Σοβιετικοί ναυτικοί τών Άμερικανών.— [1173, 193, 1514, 254]
article-body: ΣΥΝΕΧΕΙΑ ΕΚ ΤΗΣ 1ΗΣ ΣΕΛ. Συνεχίζονται αι συλλήψεις αριστερών εις το Σουδάν. Αι αρχαί ανεκοίνωσαν ότι εκατοντάδες πρόσωπα ύποπτα διά συμμετοχήν εις το κίνημα ετέθησαν υπό κράτησιν. Συνεχίζονται αι συλλήψεις αριστερών εις το Σουδάν. Αι αρχαί ανεκοίνωσαν ότι εκατοντάδες πρόσωπα ύποπτα διά συμμετοχήν εις το κίνημα ετέθησαν υπό κράτησιν. ΣΥΛΛΗΨΕΙΣ ΑΡΙΣΤΕΡΩΝ Συνεχίζονται αι συλλήψεις αριστερών εις το Σουδάν. Αι αρχαί ανεκοίνωσαν ότι εκατοντάδες πρόσωπα ύποπτα διά συμμετοχήν εις το κίνημα ετέθησαν υπό κράτησιν. ΕΠΙΚΗΡΥΞΙΣ ΤΡΟΠΗΙ Συνεχίζονται αι συλλήψεις αριστερών εις το Σουδάν. Αι αρχαί ανεκοίνωσαν ότι εκατοντάδες πρόσωπα ύποπτα διά συμμετοχήν εις το κίνημα ετέθησαν υπό κράτησιν. Συνεχίζονται αι συλλήψεις αριστερών εις το Σουδάν. Αι αρχαί ανεκοίνωσαν ότι εκατοντάδες πρόσωπα ύποπτα διά συμμετοχήν εις το κίνημα ετέθησαν υπό κράτησιν. ΕΝΑΝΤΙΟΝ ΤΗΣ ΑΓΓΛΙΑΣ Συνεχίζονται αι συλλήψεις αριστερών εις το Σουδάν. Αι αρχαί ανεκοίνωσαν ότι εκατοντάδες πρόσωπα ύποπτα διά συμμετοχήν εις το κίνημα ετέθησαν υπό κράτησιν. Η ΣΥΖΥΓΟΣ ΤΟΥ ΝΟΥΡ Συνεχίζονται αι συλλήψεις αριστερών εις το Σουδάν. Αι αρχαί ανεκοίνωσαν ότι εκατοντάδες πρόσωπα ύποπτα διά συμμετοχήν εις το κίνημα ετέθησαν υπό κράτησιν. Συνεχίζονται αι συλλήψεις αριστερών εις το Σουδάν. Αι αρχαί ανεκοίνωσαν ότι εκατοντάδες πρόσωπα ύποπτα διά συμμετοχήν εις το κίνημα ετέθησαν υπό κράτησιν. [962, 2024, 1541, 2240]
kicker: Άνεχώρησεν έκ Μόσχας [107, 1193, 313, 1213]
photo-widow [1151, 1428, 1347, 1782]
column-panama [27, 22, 392, 2323]
dealer-name: Ε.Τ.Ε.Α.ε.π.ε. [471, 1877, 728, 1924]
kicker: ΓΕΝΟΜΕΝΟΣ ΜΕ ΕΠΙΣΗΜΟΤΗΤΑ ΔΕΚΤΟΣ [55, 22, 365, 38]
article-body: ΜΟΣΧΑ, 26 (Ρώυτερ).— Ο αρχηγός του Σοβιετικού Ναυτικού ναύαρχος Σεργκέι Γκορσκόφ δήλωσεν ότι το ρωσικόν ναυτικόν διαθέτει πυραύλους ικανούς να πλήξουν οιονδήποτε στόχον εις οιανδήποτε περιοχήν του κόσμου. ΜΟΣΧΑ, 26 (Ρώυτερ).— Ο αρχηγός του Σοβιετικού Ναυτικού ναύαρχος Σεργκέι Γκορσκόφ δήλωσεν ότι το ρωσικόν ναυτικόν διαθέτει πυραύλους ικανούς να πλήξουν οιονδήποτε στόχον εις οιανδήποτε περιοχήν του κόσμου. ΜΟΣΧΑ, 26 (Ρώυτερ).— Ο αρχηγός του Σοβιετικού Ναυτικού ναύαρχος Σεργκέι Γκορσκόφ δήλωσεν ότι το ρωσικόν ναυτικόν διαθέτει πυραύλους ικανούς να πλήξουν οιονδήποτε στόχον εις οιανδήποτε περιοχήν του κόσμου. ΕΥΓΕΝΕΣΤΕΡΟΙ ΜΟΣΧΑ, 26 (Ρώυτερ).— Ο αρχηγός του Σοβιετικού Ναυτικού ναύαρχος Σεργκέι Γκορσκόφ δήλωσεν ότι το ρωσικόν ναυτικόν διαθέτει πυραύλους ικανούς να πλήξουν οιονδήποτε στόχον εις οιανδήποτε περιοχήν του κόσμου. ΜΟΣΧΑ, 26 (Ρώυτερ).— Ο αρχηγός του Σοβιετικού Ναυτικού ναύαρχος Σεργκέι Γκορσκόφ δήλωσεν ότι το ρωσικόν ναυτικόν διαθέτει πυραύλους ικανούς να πλήξουν οιονδήποτε στόχον εις οιανδήποτε περιοχήν του κόσμου. ΜΟΣΧΑ, 26 (Ρώυτερ).— Ο αρχηγός του Σοβιετικού Ναυτικού ναύαρχος Σεργκέι Γκορσκόφ δήλωσεν ότι το ρωσικόν ναυτικόν διαθέτει πυραύλους ικανούς να πλήξουν οιονδήποτε στόχον εις οιανδήποτε περιοχήν του κόσμου. [1147, 265, 1541, 519]
headline: ΔΙΑΠΡΑΓΜΑΤΕΥΣΕΙΣ Ή ΠΟΛΕΜΟΣ [490, 979, 866, 1053]
headline: ΣΤΡΑΤΕΥΜΑΤΑ ΕΙΣ ΣΟΥΔΑΝ ΜΕΤΕΦΕΡΟΝ ΑΕΡΟΠΟΡΙΚΩΣ Η ΑΙΓΥΠΤΟΣ ΚΑΙ Η ΛΙΒΥΗ [968, 1138, 1535, 1349]
vw-logo-icon: VW [805, 1838, 942, 1975]
article-body: ΧΑΛΗΦΑΞ, 26 (Ρώυτερ).— Το Λιβεριανόν δεξαμενόπλοιον «Άλκης» βυθίζεται εις τον Ατλαντικόν. Το πλήρωμα εγκατέλειψε το πλοίον, μετεπιβιβασθέν εις άλλα πλοία της περιοχής. ΧΑΛΗΦΑΞ, 26 (Ρώυτερ).— Το Λιβεριανόν δεξαμενόπλοιον «Άλκης» βυθίζεται εις τον Ατλαντικόν. Το πλήρωμα εγκατέλειψε το πλοίον, μετεπιβιβασθέν εις άλλα πλοία της περιοχής. [786, 1236, 953, 1392]
photo-caption: Ο Δημ. Μιχάλης, ό όποίος έξηπάτησεν εμπόρους διά ποσόν 1.000.000 δραχ. [41, 2072, 190, 2094]
tanker-box: ΛΙΒΕΡΙΑΝΟΝ ΤΟ ΤΑΝΚΕΡ «ΑΛΚΗΣ» ΒΥΘΙΖΕΤΑΙ ΕΙΣ ΑΤΛΑΝΤΙΚΟΝ ΕΧΕΙ ΕΓΚΑΤΑΛΕΙΦΘΗ ΥΠΟ ΤΟΥ ΠΛΗΡΩΜΑΤΟΣ [786, 1083, 953, 1229]
vw-sign: VW - Διάγνωσις [797, 1643, 898, 1663]
kicker: Ώς άπεκαλύφθη είς Κάιρον [1048, 1101, 1455, 1136]
kicker: Πολυμήχανος κακοποιός είς Άθήνας [45, 1539, 374, 1561]
headline: ΑΘΡΟΑΙ ΣΥΛΛΗΨΕΙΣ ΑΡΙΣΤΕΡΩΝ [1065, 1932, 1438, 2015]
tanker-story: ΚΗΛΙΔΟΤΡΟΠΟΙ ΛΙΒΕΡΙΑΝΟΝ ΤΟ ΤΑΝΚΕΡ «ΑΛΚΗΣ» ΒΥΘΙΖΕΤΑΙ ΕΙΣ ΑΤΛΑΝΤΙΚΟΝ ΕΧΕΙ ΕΓΚΑΤΑΛΕΙΦΘΗ ΥΠΟ ΤΟΥ ΠΛΗΡΩΜΑΤΟΣ ΧΑΛΗΦΑΞ, 26 (Ρώυτερ).— Το Λιβεριανόν δεξαμενόπλοιον «Άλκης» βυθίζεται εις τον Ατλαντικόν. Το πλήρωμα εγκατέλειψε το πλοίον, μετεπιβιβασθέν εις άλλα πλοία της περιοχής. ΧΑΛΗΦΑΞ, 26 (Ρώυτερ).— Το Λιβεριανόν δεξαμενόπλοιον «Άλκης» βυθίζεται εις τον Ατλαντικόν. Το πλήρωμα εγκατέλειψε το πλοίον, μετεπιβιβασθέν εις άλλα πλοία της περιοχής. [786, 1067, 953, 1392]
